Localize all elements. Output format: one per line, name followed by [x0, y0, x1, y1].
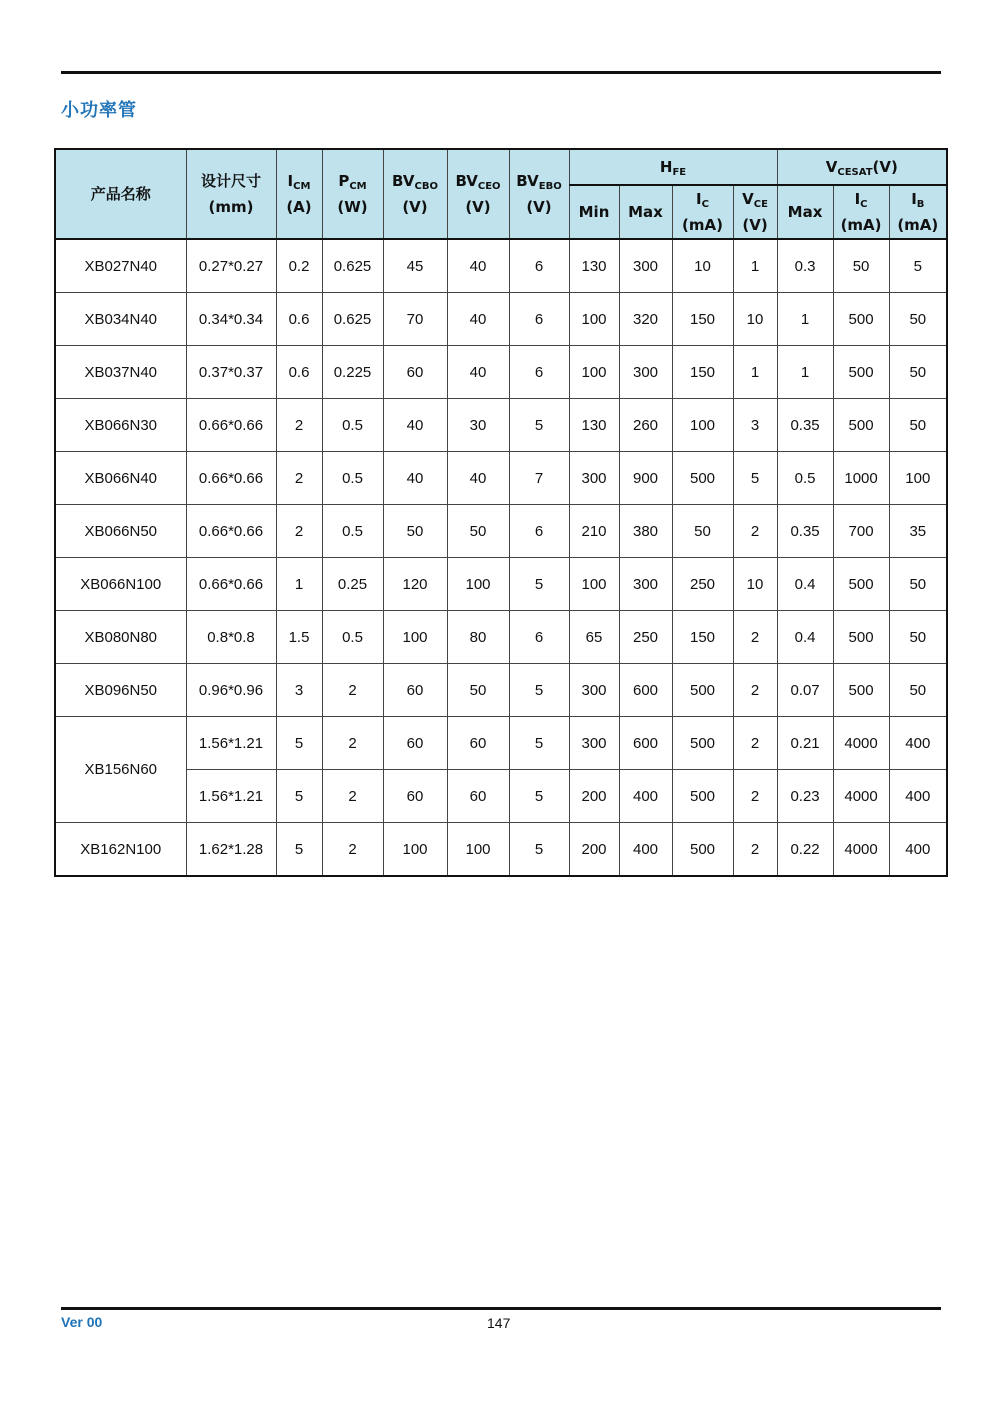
table-cell: 400	[889, 823, 947, 877]
header-hfe-ic: $I_C$ (mA)	[672, 185, 733, 239]
table-cell: 380	[619, 505, 672, 558]
table-cell: 5	[889, 239, 947, 293]
table-cell: 6	[509, 611, 569, 664]
table-cell: 5	[276, 770, 322, 823]
table-cell: 4000	[833, 823, 889, 877]
table-cell: 40	[383, 452, 447, 505]
top-rule	[61, 71, 941, 74]
table-cell: 10	[672, 239, 733, 293]
table-cell: 5	[509, 823, 569, 877]
table-cell: 5	[276, 823, 322, 877]
table-cell: 0.625	[322, 239, 383, 293]
cell-product-name: XB080N80	[55, 611, 186, 664]
table-cell: 200	[569, 823, 619, 877]
table-cell: 1.56*1.21	[186, 770, 276, 823]
table-cell: 50	[889, 399, 947, 452]
table-row	[55, 452, 947, 505]
table-cell: 0.66*0.66	[186, 399, 276, 452]
table-row	[55, 717, 947, 770]
table-row	[55, 505, 947, 558]
table-cell: 500	[833, 346, 889, 399]
table-body	[55, 239, 947, 876]
table-cell: 1.62*1.28	[186, 823, 276, 877]
table-cell: 400	[619, 770, 672, 823]
table-cell: 900	[619, 452, 672, 505]
table-cell: 60	[383, 664, 447, 717]
table-cell: 300	[569, 717, 619, 770]
table-cell: 5	[509, 664, 569, 717]
table-cell: 0.66*0.66	[186, 505, 276, 558]
table-cell: 0.23	[777, 770, 833, 823]
header-hfe-group: $H_{FE}$	[569, 149, 777, 185]
cell-product-name: XB034N40	[55, 293, 186, 346]
table-cell: 0.5	[322, 399, 383, 452]
table-cell: 500	[672, 717, 733, 770]
table-cell: 0.21	[777, 717, 833, 770]
table-cell: 60	[447, 717, 509, 770]
table-cell: 0.25	[322, 558, 383, 611]
cell-product-name: XB066N30	[55, 399, 186, 452]
header-size: 设计尺寸 (mm)	[186, 149, 276, 239]
table-cell: 1	[777, 293, 833, 346]
table-cell: 0.8*0.8	[186, 611, 276, 664]
table-cell: 0.625	[322, 293, 383, 346]
section-title: 小功率管	[61, 100, 137, 121]
header-hfe-max: Max	[619, 185, 672, 239]
table-cell: 0.5	[322, 505, 383, 558]
table-cell: 1000	[833, 452, 889, 505]
table-cell: 50	[889, 346, 947, 399]
cell-product-name: XB037N40	[55, 346, 186, 399]
table-cell: 4000	[833, 717, 889, 770]
table-cell: 500	[672, 770, 733, 823]
table-cell: 30	[447, 399, 509, 452]
table-cell: 50	[889, 664, 947, 717]
table-cell: 2	[322, 717, 383, 770]
table-cell: 50	[889, 611, 947, 664]
table-cell: 500	[672, 823, 733, 877]
cell-product-name: XB162N100	[55, 823, 186, 877]
table-cell: 6	[509, 293, 569, 346]
table-cell: 50	[447, 664, 509, 717]
table-cell: 250	[672, 558, 733, 611]
table-cell: 1.56*1.21	[186, 717, 276, 770]
table-row	[55, 293, 947, 346]
table-cell: 6	[509, 346, 569, 399]
header-pcm: $P_{CM}$ (W)	[322, 149, 383, 239]
cell-product-name: XB066N40	[55, 452, 186, 505]
table-cell: 250	[619, 611, 672, 664]
table-cell: 2	[276, 452, 322, 505]
table-cell: 2	[322, 823, 383, 877]
table-cell: 100	[889, 452, 947, 505]
table-cell: 3	[276, 664, 322, 717]
table-cell: 300	[569, 664, 619, 717]
table-cell: 10	[733, 558, 777, 611]
cell-product-name: XB066N100	[55, 558, 186, 611]
table-cell: 40	[447, 452, 509, 505]
table-cell: 0.27*0.27	[186, 239, 276, 293]
table-cell: 60	[447, 770, 509, 823]
table-cell: 0.96*0.96	[186, 664, 276, 717]
table-cell: 5	[509, 399, 569, 452]
table-cell: 10	[733, 293, 777, 346]
table-cell: 2	[733, 505, 777, 558]
table-cell: 0.3	[777, 239, 833, 293]
header-icm: $I_{CM}$ (A)	[276, 149, 322, 239]
table-cell: 300	[619, 558, 672, 611]
table-cell: 5	[509, 717, 569, 770]
table-row	[55, 558, 947, 611]
table-cell: 70	[383, 293, 447, 346]
table-cell: 0.5	[322, 611, 383, 664]
table-cell: 500	[833, 558, 889, 611]
header-bvebo: $BV_{EBO}$ (V)	[509, 149, 569, 239]
cell-product-name: XB066N50	[55, 505, 186, 558]
table-cell: 40	[447, 346, 509, 399]
table-cell: 1	[777, 346, 833, 399]
table-cell: 40	[447, 239, 509, 293]
table-cell: 5	[509, 770, 569, 823]
table-cell: 60	[383, 770, 447, 823]
table-cell: 150	[672, 346, 733, 399]
table-cell: 2	[733, 611, 777, 664]
table-cell: 0.66*0.66	[186, 452, 276, 505]
table-cell: 2	[733, 717, 777, 770]
table-cell: 7	[509, 452, 569, 505]
table-cell: 1	[733, 346, 777, 399]
table-row	[55, 346, 947, 399]
table-cell: 60	[383, 346, 447, 399]
header-vcesat-group: $V_{CESAT}(V)$	[777, 149, 947, 185]
table-cell: 700	[833, 505, 889, 558]
table-cell: 400	[619, 823, 672, 877]
table-cell: 50	[383, 505, 447, 558]
table-cell: 5	[509, 558, 569, 611]
table-row	[55, 611, 947, 664]
table-cell: 120	[383, 558, 447, 611]
table-row	[55, 239, 947, 293]
table-cell: 2	[733, 823, 777, 877]
table-cell: 0.37*0.37	[186, 346, 276, 399]
header-hfe-vce: $V_{CE}$ (V)	[733, 185, 777, 239]
table-cell: 200	[569, 770, 619, 823]
table-cell: 60	[383, 717, 447, 770]
table-cell: 1	[276, 558, 322, 611]
table-cell: 40	[383, 399, 447, 452]
table-cell: 2	[733, 664, 777, 717]
table-cell: 100	[569, 558, 619, 611]
table-cell: 500	[833, 293, 889, 346]
header-vcesat-ib: $I_B$ (mA)	[889, 185, 947, 239]
table-cell: 2	[276, 399, 322, 452]
table-cell: 100	[383, 823, 447, 877]
header-hfe-min: Min	[569, 185, 619, 239]
table-cell: 150	[672, 611, 733, 664]
header-vcesat-ic: $I_C$ (mA)	[833, 185, 889, 239]
table-cell: 0.34*0.34	[186, 293, 276, 346]
footer-rule	[61, 1307, 941, 1310]
table-cell: 0.2	[276, 239, 322, 293]
table-cell: 130	[569, 399, 619, 452]
table-cell: 300	[619, 239, 672, 293]
header-name: 产品名称	[55, 149, 186, 239]
table-cell: 300	[569, 452, 619, 505]
cell-product-name: XB027N40	[55, 239, 186, 293]
page-number: 147	[487, 1315, 511, 1331]
table-cell: 0.07	[777, 664, 833, 717]
table-cell: 260	[619, 399, 672, 452]
table-cell: 0.66*0.66	[186, 558, 276, 611]
table-cell: 100	[672, 399, 733, 452]
table-cell: 2	[322, 664, 383, 717]
table-cell: 50	[833, 239, 889, 293]
table-cell: 400	[889, 717, 947, 770]
table-cell: 600	[619, 664, 672, 717]
header-vcesat-max: Max	[777, 185, 833, 239]
table-cell: 5	[276, 717, 322, 770]
table-cell: 0.6	[276, 346, 322, 399]
table-cell: 300	[619, 346, 672, 399]
table-cell: 0.4	[777, 611, 833, 664]
spec-table	[54, 148, 948, 877]
table-cell: 100	[447, 558, 509, 611]
table-cell: 210	[569, 505, 619, 558]
table-cell: 500	[833, 399, 889, 452]
table-cell: 130	[569, 239, 619, 293]
table-cell: 0.225	[322, 346, 383, 399]
table-cell: 35	[889, 505, 947, 558]
table-row	[55, 399, 947, 452]
table-cell: 1	[733, 239, 777, 293]
table-row	[55, 770, 947, 823]
table-cell: 400	[889, 770, 947, 823]
table-cell: 100	[447, 823, 509, 877]
table-cell: 100	[569, 293, 619, 346]
table-cell: 2	[733, 770, 777, 823]
table-cell: 1.5	[276, 611, 322, 664]
table-cell: 50	[889, 558, 947, 611]
table-cell: 65	[569, 611, 619, 664]
table-cell: 50	[889, 293, 947, 346]
table-cell: 0.5	[322, 452, 383, 505]
table-cell: 0.4	[777, 558, 833, 611]
table-row	[55, 664, 947, 717]
table-row	[55, 823, 947, 877]
table-cell: 40	[447, 293, 509, 346]
table-cell: 50	[672, 505, 733, 558]
table-cell: 500	[833, 611, 889, 664]
table-cell: 5	[733, 452, 777, 505]
table-cell: 500	[672, 664, 733, 717]
table-cell: 0.5	[777, 452, 833, 505]
table-cell: 6	[509, 239, 569, 293]
table-cell: 100	[569, 346, 619, 399]
table-cell: 80	[447, 611, 509, 664]
table-cell: 4000	[833, 770, 889, 823]
table-cell: 50	[447, 505, 509, 558]
header-bvcbo: $BV_{CBO}$ (V)	[383, 149, 447, 239]
table-cell: 0.6	[276, 293, 322, 346]
footer-version: Ver 00	[61, 1314, 103, 1330]
table-cell: 0.35	[777, 505, 833, 558]
table-cell: 100	[383, 611, 447, 664]
table-cell: 600	[619, 717, 672, 770]
cell-product-name: XB156N60	[55, 717, 186, 823]
table-cell: 0.35	[777, 399, 833, 452]
cell-product-name: XB096N50	[55, 664, 186, 717]
table-cell: 0.22	[777, 823, 833, 877]
table-cell: 45	[383, 239, 447, 293]
table-cell: 500	[672, 452, 733, 505]
table-cell: 320	[619, 293, 672, 346]
table-cell: 500	[833, 664, 889, 717]
table-cell: 2	[276, 505, 322, 558]
table-cell: 6	[509, 505, 569, 558]
table-cell: 3	[733, 399, 777, 452]
table-cell: 150	[672, 293, 733, 346]
header-bvceo: $BV_{CEO}$ (V)	[447, 149, 509, 239]
table-cell: 2	[322, 770, 383, 823]
